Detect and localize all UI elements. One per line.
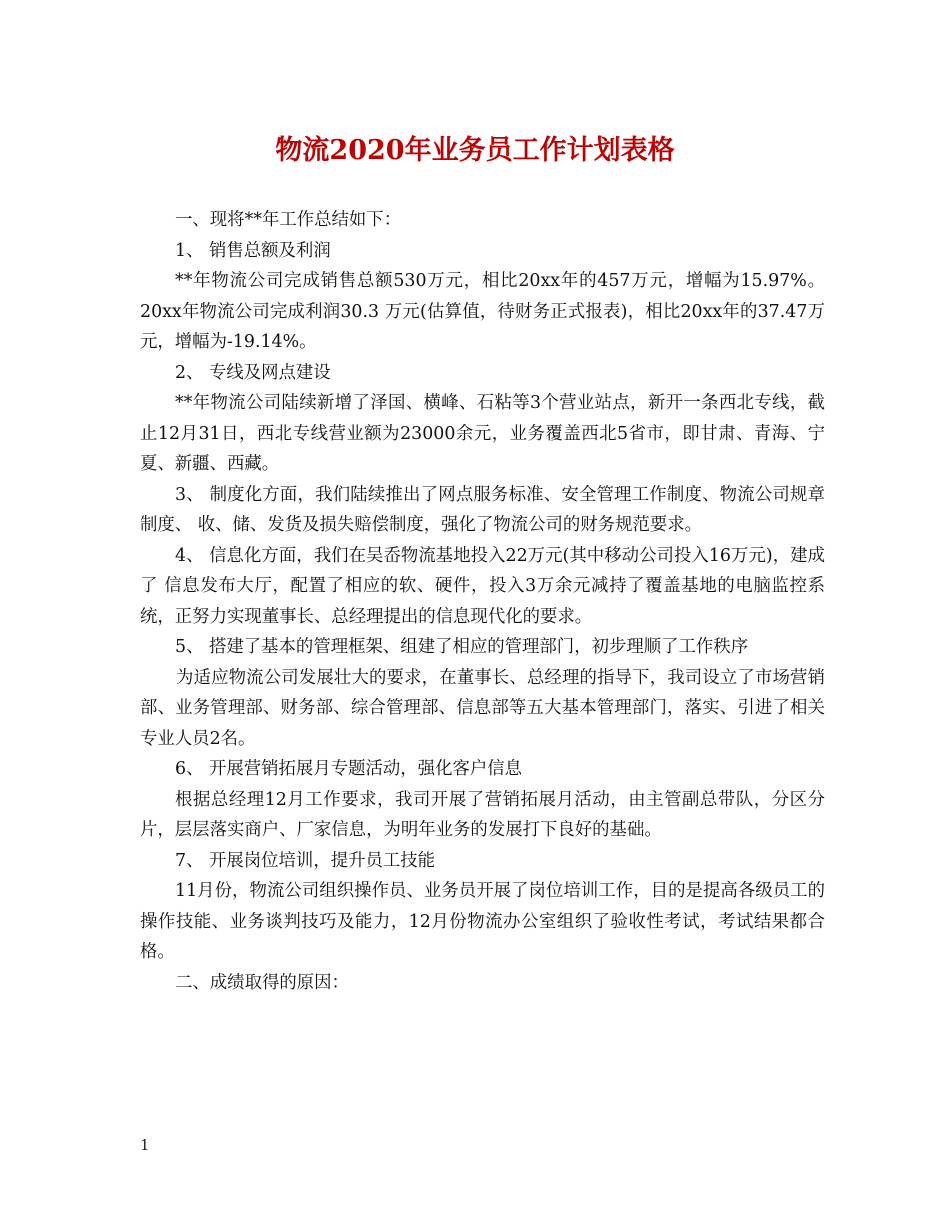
paragraph: 3、 制度化方面，我们陆续推出了网点服务标准、安全管理工作制度、物流公司规章制度、 收、储、发货及损失赔偿制度，强化了物流公司的财务规范要求。 — [140, 484, 825, 535]
section-heading: 二、成绩取得的原因： — [175, 972, 349, 993]
item-heading: 2、 专线及网点建设 — [175, 362, 331, 383]
item-heading: 1、 销售总额及利润 — [175, 240, 331, 261]
paragraph: 为适应物流公司发展壮大的要求，在董事长、总经理的指导下，我司设立了市场营销部、业务管理部、财务部、综合管理部、信息部等五大基本管理部门，落实、引进了相关专业人员2名。 — [140, 667, 825, 749]
document-title: 物流2020年业务员工作计划表格 — [275, 135, 675, 166]
section-heading: 一、现将**年工作总结如下： — [175, 210, 402, 230]
item-heading: 6、 开展营销拓展月专题活动，强化客户信息 — [175, 759, 523, 779]
paragraph: **年物流公司陆续新增了泽国、横峰、石粘等3个营业站点，新开一条西北专线，截止12月31日，西北专线营业额为23000余元，业务覆盖西北5省市，即甘肃、青海、宁夏、新疆、西藏。 — [140, 393, 825, 474]
document-body — [140, 205, 825, 998]
paragraph: **年物流公司完成销售总额530万元，相比20xx年的457万元，增幅为15.97%。 20xx年物流公司完成利润30.3 万元(估算值，待财务正式报表)，相比20xx年的37.47万元，增幅为-19.14%。 — [140, 271, 825, 352]
item-heading: 7、 开展岗位培训，提升员工技能 — [175, 850, 436, 871]
item-heading: 5、 搭建了基本的管理框架、组建了相应的管理部门，初步理顺了工作秩序 — [175, 637, 749, 657]
paragraph: 11月份，物流公司组织操作员、业务员开展了岗位培训工作，目的是提高各级员工的操作技能、业务谈判技巧及能力，12月份物流办公室组织了验收性考试，考试结果都合格。 — [140, 881, 825, 962]
paragraph: 根据总经理12月工作要求，我司开展了营销拓展月活动，由主管副总带队，分区分片，层层落实商户、厂家信息，为明年业务的发展打下良好的基础。 — [140, 789, 825, 840]
paragraph: 4、 信息化方面，我们在吴岙物流基地投入22万元(其中移动公司投入16万元)，建成了 信息发布大厅，配置了相应的软、硬件，投入3万余元减持了覆盖基地的电脑监控系统，正努力实现董事长、总经理提出的信息现代化的要求。 — [140, 545, 825, 627]
page-number: 1 — [140, 1136, 150, 1154]
